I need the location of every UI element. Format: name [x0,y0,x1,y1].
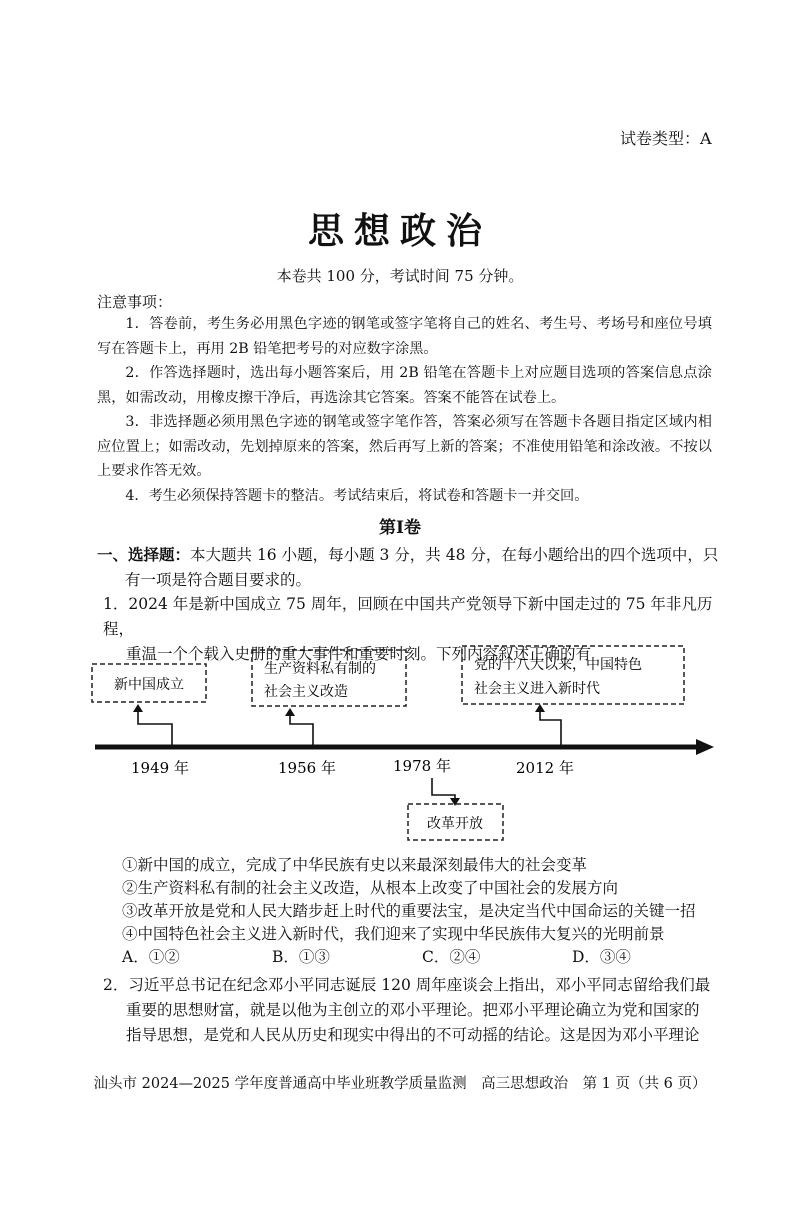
notice-item: 2．作答选择题时，选出每小题答案后，用 2B 铅笔在答题卡上对应题目选项的答案信息点涂黑，如需改动，用橡皮擦干净后，再选涂其它答案。答案不能答在试卷上。 [97,365,712,406]
q2-line2: 重要的思想财富，就是以他为主创立的邓小平理论。把邓小平理论确立为党和国家的 [126,1001,700,1019]
notice-list [97,312,712,508]
notice-heading: 注意事项： [97,293,173,311]
event-label-line1: 党的十八大以来，中国特色 [474,657,642,673]
event-1978 [393,757,503,840]
event-year: 1949 年 [131,759,189,777]
event-connector [432,778,455,800]
part-text-cont: 有一项是符合题目要求的。 [125,571,312,589]
timeline-diagram [0,640,800,850]
q1-stem-line2: 重温一个个载入史册的重大事件和重要时刻。下列内容叙述正确的有 [126,645,592,663]
question-2-stem [103,973,723,1048]
connector-arrow-icon [450,798,460,806]
connector-arrow-icon [133,704,143,712]
page-title: 思想政治 [307,210,492,252]
q1-statement: ②生产资料私有制的社会主义改造，从根本上改变了中国社会的发展方向 [122,879,619,897]
event-year: 1956 年 [278,759,336,777]
score-info: 本卷共 100 分，考试时间 75 分钟。 [276,267,524,285]
event-label-line1: 生产资料私有制的 [264,661,376,677]
event-1949 [92,664,206,777]
event-connector [138,710,172,745]
paper-type: 试卷类型：A [620,129,712,148]
notice-item: 4．考生必须保持答题卡的整洁。考试结束后，将试卷和答题卡一并交回。 [125,487,589,504]
timeline-arrowhead [696,739,714,755]
event-label-line2: 社会主义改造 [264,684,348,700]
event-label-line2: 社会主义进入新时代 [474,681,600,697]
section-title: 第Ⅰ卷 [379,518,421,538]
page-footer: 汕头市 2024—2025 学年度普通高中毕业班教学质量监测 高三思想政治 第 1 页（共 6 页） [93,1076,707,1092]
notice-item: 1．答卷前，考生务必用黑色字迹的钢笔或签字笔将自己的姓名、考生号、考场号和座位号填写在答题卡上，再用 2B 铅笔把考号的对应数字涂黑。 [97,316,712,357]
notice-item: 3．非选择题必须用黑色字迹的钢笔或签字笔作答，答案必须写在答题卡各题目指定区域内相应位置上；如需改动，先划掉原来的答案，然后再写上新的答案；不准使用铅笔和涂改液。不按以上要求作答无效。 [97,414,712,479]
event-year: 1978 年 [393,757,451,775]
choice-c: C．②④ [422,948,481,966]
connector-arrow-icon [285,708,295,716]
q1-stem-line1: 1．2024 年是新中国成立 75 周年，回顾在中国共产党领导下新中国走过的 75 年非凡历程， [103,595,713,638]
event-label: 改革开放 [427,816,483,832]
event-1956 [252,650,406,777]
choice-d: D．③④ [572,948,631,966]
event-year: 2012 年 [516,759,574,777]
part-label: 一、选择题： [97,545,191,564]
q1-statement: ④中国特色社会主义进入新时代，我们迎来了实现中华民族伟大复兴的光明前景 [122,925,665,943]
q2-line3: 指导思想，是党和人民从历史和现实中得出的不可动摇的结论。这是因为邓小平理论 [126,1026,700,1044]
part-text: 本大题共 16 小题，每小题 3 分，共 48 分，在每小题给出的四个选项中，只 [190,546,719,564]
event-2012 [462,646,684,777]
q1-statement: ③改革开放是党和人民大踏步赶上时代的重要法宝，是决定当代中国命运的关键一招 [122,902,696,920]
q1-statement: ①新中国的成立，完成了中华民族有史以来最深刻最伟大的社会变革 [122,856,588,874]
connector-arrow-icon [535,704,545,712]
event-connector [290,714,313,745]
event-label: 新中国成立 [114,677,184,693]
q1-choices [122,945,722,967]
choice-b: B．①③ [272,948,330,966]
event-connector [540,710,561,745]
choice-a: A．①② [122,948,180,966]
q2-line1: 2．习近平总书记在纪念邓小平同志诞辰 120 周年座谈会上指出，邓小平同志留给我们最 [103,976,711,994]
part-heading [97,542,737,593]
